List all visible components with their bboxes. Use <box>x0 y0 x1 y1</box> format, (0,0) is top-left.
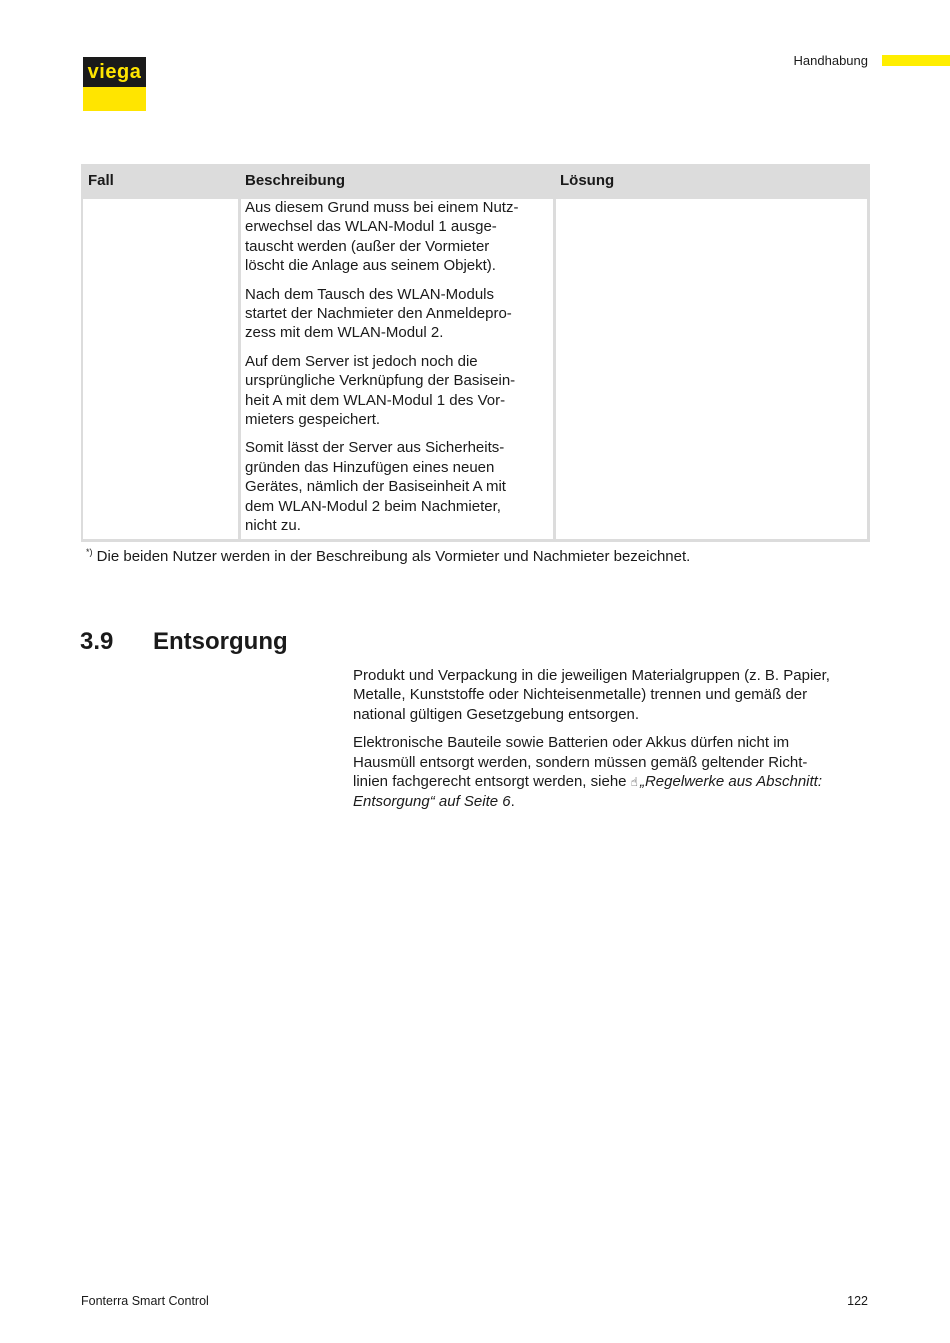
cell-loesung <box>556 199 867 539</box>
description-paragraph: Somit lässt der Server aus Sicherheits- gründen das Hinzufügen eines neuen Gerätes, nämlich der Basiseinheit A mit dem WLAN-Modul 2 beim Nachmieter, nicht zu. <box>245 439 506 535</box>
section-number: 3.9 <box>80 628 114 655</box>
troubleshooting-table <box>81 164 870 542</box>
column-header-loesung: Lösung <box>560 172 615 189</box>
cell-beschreibung <box>241 199 553 539</box>
cell-fall <box>83 199 238 539</box>
column-header-fall: Fall <box>88 172 114 189</box>
section-header-label: Handhabung <box>793 53 868 68</box>
cross-reference-link[interactable]: „Regelwerke aus Abschnitt: Entsorgung“ auf Seite 6 <box>353 773 823 811</box>
table-footnote <box>86 547 690 565</box>
electronics-paragraph <box>353 733 873 812</box>
footer-page-number: 122 <box>847 1294 868 1308</box>
column-header-beschreibung: Beschreibung <box>245 172 346 189</box>
description-paragraph: Aus diesem Grund muss bei einem Nutz- erwechsel das WLAN-Modul 1 ausge- tauscht werden (außer der Vormieter löscht die Anlage aus seinem Objekt). <box>245 199 519 275</box>
footnote-marker: *) <box>86 547 93 557</box>
description-paragraph: Auf dem Server ist jedoch noch die ursprüngliche Verknüpfung der Basisein- heit A mit dem WLAN-Modul 1 des Vor- mieters gespeichert. <box>245 352 516 429</box>
viega-logo <box>83 57 146 111</box>
disposal-paragraph: Produkt und Verpackung in die jeweiligen Materialgruppen (z. B. Papier, Metalle, Kunststoffe oder Nichteisenmetalle) trennen und gemäß der national gültigen Gesetzgebung entsorgen. <box>353 667 830 723</box>
pointing-hand-icon: ☝ <box>630 775 638 790</box>
header-accent-bar <box>882 55 950 66</box>
section-body <box>353 666 873 821</box>
footer-document-title: Fonterra Smart Control <box>81 1294 209 1308</box>
description-paragraph: Nach dem Tausch des WLAN-Moduls startet der Nachmieter den Anmeldepro- zess mit dem WLAN-Modul 2. <box>245 285 512 342</box>
logo-text: viega <box>87 60 142 83</box>
electronics-paragraph-text: Elektronische Bauteile sowie Batterien oder Akkus dürfen nicht im Hausmüll entsorgt werden, sondern müssen gemäß geltender Richt- linien fachgerecht entsorgt werden, siehe <box>353 734 808 791</box>
paragraph-end: . <box>510 793 515 811</box>
footnote-text: Die beiden Nutzer werden in der Beschreibung als Vormieter und Nachmieter bezeichnet. <box>96 548 691 565</box>
section-title: Entsorgung <box>153 628 288 655</box>
table-header <box>81 164 870 197</box>
